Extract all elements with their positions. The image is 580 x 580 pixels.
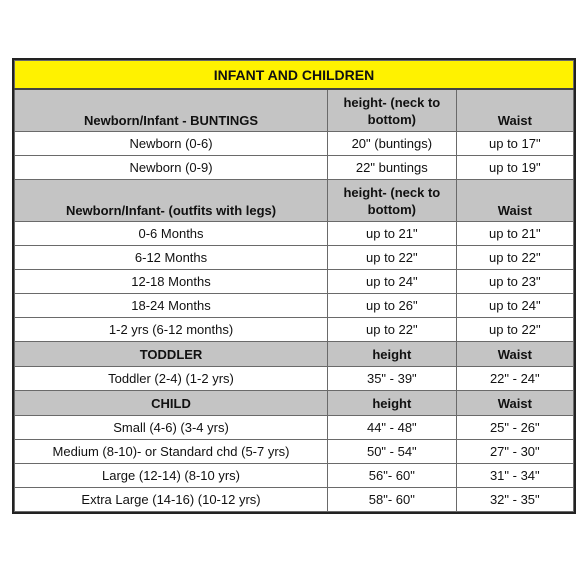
height-cell: up to 22": [328, 318, 457, 342]
height-cell: 44" - 48": [328, 416, 457, 440]
size-cell: 18-24 Months: [15, 294, 328, 318]
size-cell: 12-18 Months: [15, 270, 328, 294]
height-cell: up to 21": [328, 222, 457, 246]
table-row: [15, 440, 574, 464]
waist-cell: up to 22": [456, 318, 573, 342]
size-table: [14, 60, 574, 512]
size-cell: Small (4-6) (3-4 yrs): [15, 416, 328, 440]
height-cell: 56"- 60": [328, 464, 457, 488]
title-row: [15, 61, 574, 90]
table-row: [15, 464, 574, 488]
size-cell: Newborn (0-6): [15, 132, 328, 156]
section-header-height: height: [328, 391, 457, 416]
waist-cell: up to 19": [456, 156, 573, 180]
table-row: [15, 132, 574, 156]
waist-cell: 32" - 35": [456, 488, 573, 512]
waist-cell: 31" - 34": [456, 464, 573, 488]
section-header-label: Newborn/Infant- (outfits with legs): [15, 180, 328, 222]
table-row: [15, 222, 574, 246]
section-header-toddler: [15, 342, 574, 367]
table-row: [15, 294, 574, 318]
size-cell: Medium (8-10)- or Standard chd (5-7 yrs): [15, 440, 328, 464]
height-cell: 35" - 39": [328, 367, 457, 391]
section-header-height: height: [328, 342, 457, 367]
size-cell: 0-6 Months: [15, 222, 328, 246]
section-header-waist: Waist: [456, 342, 573, 367]
table-row: [15, 246, 574, 270]
height-cell: 20" (buntings): [328, 132, 457, 156]
height-cell: up to 22": [328, 246, 457, 270]
size-cell: Toddler (2-4) (1-2 yrs): [15, 367, 328, 391]
waist-cell: 22" - 24": [456, 367, 573, 391]
section-header-waist: Waist: [456, 89, 573, 132]
size-cell: 6-12 Months: [15, 246, 328, 270]
height-cell: 50" - 54": [328, 440, 457, 464]
waist-cell: up to 23": [456, 270, 573, 294]
table-row: [15, 488, 574, 512]
size-chart: [12, 58, 576, 514]
chart-title: INFANT AND CHILDREN: [15, 61, 574, 90]
size-cell: Newborn (0-9): [15, 156, 328, 180]
section-header-child: [15, 391, 574, 416]
size-cell: Large (12-14) (8-10 yrs): [15, 464, 328, 488]
waist-cell: up to 24": [456, 294, 573, 318]
waist-cell: up to 22": [456, 246, 573, 270]
height-cell: up to 26": [328, 294, 457, 318]
section-header-buntings: [15, 89, 574, 132]
waist-cell: 27" - 30": [456, 440, 573, 464]
size-cell: Extra Large (14-16) (10-12 yrs): [15, 488, 328, 512]
waist-cell: up to 21": [456, 222, 573, 246]
section-header-waist: Waist: [456, 180, 573, 222]
section-header-label: CHILD: [15, 391, 328, 416]
table-row: [15, 318, 574, 342]
section-header-height: height- (neck to bottom): [328, 180, 457, 222]
section-header-label: TODDLER: [15, 342, 328, 367]
table-row: [15, 270, 574, 294]
waist-cell: up to 17": [456, 132, 573, 156]
table-row: [15, 367, 574, 391]
height-cell: 58"- 60": [328, 488, 457, 512]
waist-cell: 25" - 26": [456, 416, 573, 440]
height-cell: up to 24": [328, 270, 457, 294]
section-header-height: height- (neck to bottom): [328, 89, 457, 132]
size-cell: 1-2 yrs (6-12 months): [15, 318, 328, 342]
section-header-outfits: [15, 180, 574, 222]
table-row: [15, 416, 574, 440]
table-row: [15, 156, 574, 180]
section-header-waist: Waist: [456, 391, 573, 416]
section-header-label: Newborn/Infant - BUNTINGS: [15, 89, 328, 132]
height-cell: 22" buntings: [328, 156, 457, 180]
